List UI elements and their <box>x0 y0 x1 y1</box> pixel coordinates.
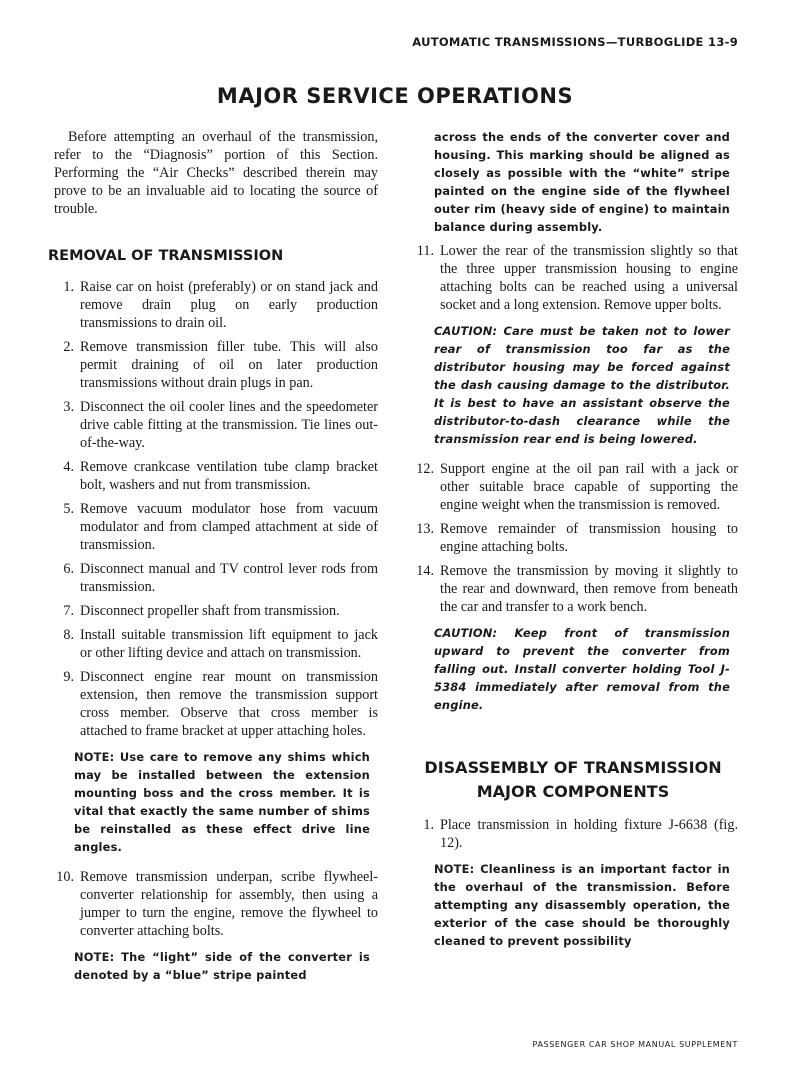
removal-steps-right-2 <box>408 460 738 616</box>
note-step-10-continued: across the ends of the converter cover and housing. This marking should be aligned as closely as possible with the “white” stripe painted on the engine side of the flywheel outer rim (heavy side of engine) to maintain balance during assembly. <box>434 130 730 234</box>
step-item <box>48 398 378 452</box>
step-number: 4. <box>63 459 74 475</box>
section-heading-removal: REMOVAL OF TRANSMISSION <box>48 248 284 264</box>
step-item <box>48 868 378 940</box>
step-item <box>408 242 738 314</box>
removal-steps-right <box>408 242 738 314</box>
step-text: Disconnect manual and TV control lever rods from transmission. <box>80 561 378 595</box>
step-number: 11. <box>416 243 434 259</box>
spacer <box>408 726 738 756</box>
step-item <box>48 500 378 554</box>
heading-line-1: DISASSEMBLY OF TRANSMISSION <box>424 758 722 777</box>
step-number: 12. <box>416 461 434 477</box>
step-number: 5. <box>63 501 74 517</box>
step-text: Remove remainder of transmission housing to engine attaching bolts. <box>440 521 738 555</box>
step-text: Disconnect the oil cooler lines and the speedometer drive cable fitting at the transmission. Tie lines out-of-the-way. <box>80 399 378 451</box>
step-item <box>408 816 738 852</box>
removal-steps <box>48 278 378 740</box>
step-item <box>48 668 378 740</box>
note-step-9: NOTE: Use care to remove any shims which may be installed between the extension mounting boss and the cross member. It is vital that exactly the same number of shims be reinstalled as these effect drive line angles. <box>74 750 370 854</box>
heading-line-2: MAJOR COMPONENTS <box>476 782 670 801</box>
right-column <box>408 128 738 962</box>
caution-step-11: CAUTION: Care must be taken not to lower rear of transmission too far as the distributor housing may be forced against the dash causing damage to the distributor. It is best to have an assistant observe the distributor-to-dash clearance while the transmission rear end is being lowered. <box>434 324 730 446</box>
disassembly-steps <box>408 816 738 852</box>
step-number: 7. <box>63 603 74 619</box>
intro-paragraph: Before attempting an overhaul of the transmission, refer to the “Diagnosis” portion of this Section. Performing the “Air Checks” described therein may prove to be an invaluable aid to locating the source of trouble. <box>54 129 378 217</box>
step-number: 6. <box>63 561 74 577</box>
step-number: 14. <box>416 563 434 579</box>
step-item <box>408 520 738 556</box>
step-text: Raise car on hoist (preferably) or on stand jack and remove drain plug on early production transmissions to drain oil. <box>80 279 378 331</box>
step-item <box>48 458 378 494</box>
step-item <box>48 602 378 620</box>
step-item <box>48 278 378 332</box>
running-head: AUTOMATIC TRANSMISSIONS—TURBOGLIDE 13-9 <box>412 35 738 49</box>
step-number: 1. <box>63 279 74 295</box>
step-text: Place transmission in holding fixture J-6638 (fig. 12). <box>440 817 738 851</box>
note-disassembly-step-1: NOTE: Cleanliness is an important factor in the overhaul of the transmission. Before attempting any disassembly operation, the exterior of the case should be thoroughly cleaned to prevent possibility <box>434 862 730 948</box>
step-number: 9. <box>63 669 74 685</box>
step-item <box>408 562 738 616</box>
step-number: 2. <box>63 339 74 355</box>
step-text: Remove crankcase ventilation tube clamp bracket bolt, washers and nut from transmission. <box>80 459 378 493</box>
page-footer: PASSENGER CAR SHOP MANUAL SUPPLEMENT <box>532 1040 738 1049</box>
step-item <box>48 338 378 392</box>
step-text: Remove vacuum modulator hose from vacuum modulator and from clamped attachment at side of transmission. <box>80 501 378 553</box>
step-number: 10. <box>56 869 74 885</box>
step-number: 3. <box>63 399 74 415</box>
step-item <box>408 460 738 514</box>
step-number: 8. <box>63 627 74 643</box>
step-text: Disconnect propeller shaft from transmission. <box>80 603 340 619</box>
step-item <box>48 560 378 596</box>
section-heading-disassembly <box>408 756 738 804</box>
note-step-10: NOTE: The “light” side of the converter is denoted by a “blue” stripe painted <box>74 950 370 982</box>
step-item <box>48 626 378 662</box>
step-text: Remove transmission filler tube. This will also permit draining of oil on later production transmissions without drain plugs in pan. <box>80 339 378 391</box>
page-title: MAJOR SERVICE OPERATIONS <box>216 84 574 108</box>
removal-steps-cont <box>48 868 378 940</box>
step-text: Remove transmission underpan, scribe flywheel-converter relationship for assembly, then using a jumper to turn the engine, remove the flywheel to converter attaching bolts. <box>80 869 378 939</box>
step-text: Remove the transmission by moving it slightly to the rear and downward, then remove from beneath the car and transfer to a work bench. <box>440 563 738 615</box>
caution-step-14: CAUTION: Keep front of transmission upward to prevent the converter from falling out. Install converter holding Tool J-5384 immediately after removal from the engine. <box>434 626 730 712</box>
step-text: Support engine at the oil pan rail with a jack or other suitable brace capable of supporting the engine weight when the transmission is removed. <box>440 461 738 513</box>
left-column <box>48 128 378 996</box>
step-number: 13. <box>416 521 434 537</box>
step-text: Lower the rear of the transmission slightly so that the three upper transmission housing to engine attaching bolts can be reached using a universal socket and a long extension. Remove upper bolts. <box>440 243 738 313</box>
step-text: Install suitable transmission lift equipment to jack or other lifting device and attach on transmission. <box>80 627 378 661</box>
step-number: 1. <box>423 817 434 833</box>
step-text: Disconnect engine rear mount on transmission extension, then remove the transmission support cross member. Observe that cross member is attached to frame bracket at upper attaching holes. <box>80 669 378 739</box>
